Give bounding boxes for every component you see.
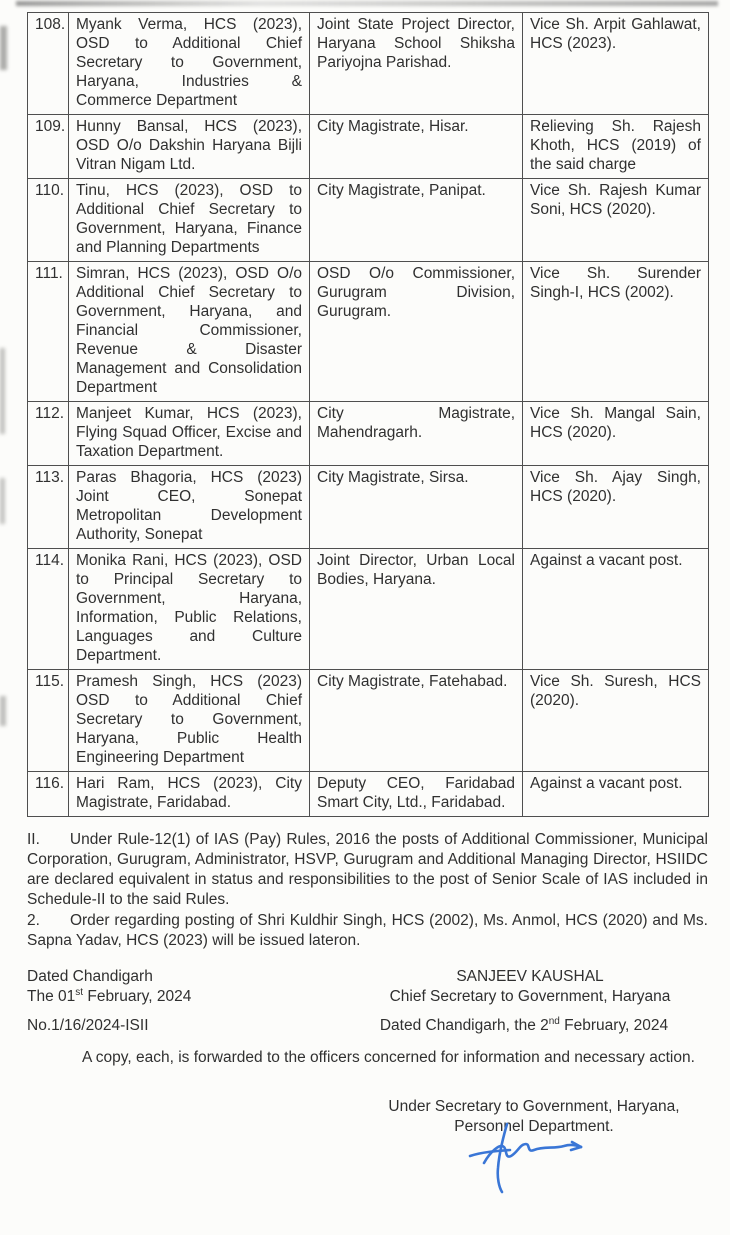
reference-number: No.1/16/2024-ISII xyxy=(27,1017,149,1034)
scan-artifact-top xyxy=(16,1,718,6)
cell-officer: Hari Ram, HCS (2023), City Magistrate, Faridabad. xyxy=(69,772,310,817)
cell-posting: Deputy CEO, Faridabad Smart City, Ltd., Faridabad. xyxy=(310,772,523,817)
cell-posting: Joint Director, Urban Local Bodies, Haryana. xyxy=(310,549,523,670)
cell-posting: City Magistrate, Mahendragarh. xyxy=(310,402,523,466)
endorse-text: February, 2024 xyxy=(559,1017,669,1034)
scan-artifact-edge xyxy=(0,478,5,524)
dateline-left xyxy=(27,967,191,1007)
under-secretary-line2: Personnel Department. xyxy=(454,1118,614,1135)
cell-sno: 112. xyxy=(28,402,69,466)
cell-remarks: Against a vacant post. xyxy=(523,772,709,817)
cell-remarks: Vice Sh. Suresh, HCS (2020). xyxy=(523,670,709,772)
cell-sno: 116. xyxy=(28,772,69,817)
dateline-place: Dated Chandigarh xyxy=(27,968,153,985)
paragraph-label: II. xyxy=(27,831,40,848)
cell-officer: Manjeet Kumar, HCS (2023), Flying Squad Officer, Excise and Taxation Department. xyxy=(69,402,310,466)
cell-posting: OSD O/o Commissioner, Gurugram Division, Gurugram. xyxy=(310,262,523,402)
paragraph-text: Under Rule-12(1) of IAS (Pay) Rules, 2016 the posts of Additional Commissioner, Municipal Corporation, Gurugram, Administrator, HSVP, Gurugram and Additional Managing Director, HSIIDC are declared equivalent in status and responsibilities to the post of Senior Scale of IAS included in Schedule-II to the said Rules. xyxy=(27,831,708,908)
signatory-title: Chief Secretary to Government, Haryana xyxy=(389,988,671,1005)
scan-artifact-edge xyxy=(0,696,6,726)
cell-sno: 115. xyxy=(28,670,69,772)
dateline-row xyxy=(27,967,708,1007)
cell-remarks: Vice Sh. Arpit Gahlawat, HCS (2023). xyxy=(523,13,709,115)
scan-artifact-edge xyxy=(0,26,7,70)
cell-remarks: Vice Sh. Ajay Singh, HCS (2020). xyxy=(523,466,709,549)
cell-sno: 109. xyxy=(28,115,69,179)
paragraph-label: 2. xyxy=(27,912,40,929)
cell-officer: Hunny Bansal, HCS (2023), OSD O/o Dakshin Haryana Bijli Vitran Nigam Ltd. xyxy=(69,115,310,179)
paragraph-text: Order regarding posting of Shri Kuldhir Singh, HCS (2002), Ms. Anmol, HCS (2020) and Ms. Sapna Yadav, HCS (2023) will be issued lateron. xyxy=(27,912,708,949)
scan-artifact-edge xyxy=(0,348,5,434)
forwarding-paragraph: A copy, each, is forwarded to the officers concerned for information and necessary action. xyxy=(82,1049,695,1066)
cell-remarks: Vice Sh. Mangal Sain, HCS (2020). xyxy=(523,402,709,466)
paragraph-rule-equivalence xyxy=(27,830,708,910)
table-row xyxy=(28,115,709,179)
table-row xyxy=(28,179,709,262)
cell-officer: Tinu, HCS (2023), OSD to Additional Chief Secretary to Government, Haryana, Finance and Planning Departments xyxy=(69,179,310,262)
cell-posting: City Magistrate, Sirsa. xyxy=(310,466,523,549)
cell-officer: Pramesh Singh, HCS (2023) OSD to Additional Chief Secretary to Government, Haryana, Public Health Engineering Department xyxy=(69,670,310,772)
cell-posting: City Magistrate, Hisar. xyxy=(310,115,523,179)
order-table-body xyxy=(28,13,709,817)
cell-officer: Myank Verma, HCS (2023), OSD to Additional Chief Secretary to Government, Haryana, Industries & Commerce Department xyxy=(69,13,310,115)
cell-sno: 111. xyxy=(28,262,69,402)
cell-posting: City Magistrate, Panipat. xyxy=(310,179,523,262)
cell-remarks: Vice Sh. Surender Singh-I, HCS (2002). xyxy=(523,262,709,402)
cell-sno: 108. xyxy=(28,13,69,115)
endorse-ordinal: nd xyxy=(548,1015,560,1027)
cell-officer: Monika Rani, HCS (2023), OSD to Principal Secretary to Government, Haryana, Information, Public Relations, Languages and Culture Department. xyxy=(69,549,310,670)
date-text: February, 2024 xyxy=(83,988,192,1005)
under-secretary-line1: Under Secretary to Government, Haryana, xyxy=(388,1098,680,1115)
table-row xyxy=(28,670,709,772)
table-row xyxy=(28,549,709,670)
cell-officer: Simran, HCS (2023), OSD O/o Additional Chief Secretary to Government, Haryana, and Financial Commissioner, Revenue & Disaster Management and Consolidation Department xyxy=(69,262,310,402)
reference-row xyxy=(27,1016,708,1036)
cell-posting: City Magistrate, Fatehabad. xyxy=(310,670,523,772)
table-row xyxy=(28,772,709,817)
endorsement-date xyxy=(340,1016,708,1036)
date-ordinal: st xyxy=(75,986,84,998)
cell-remarks: Relieving Sh. Rajesh Khoth, HCS (2019) of the said charge xyxy=(523,115,709,179)
cell-sno: 110. xyxy=(28,179,69,262)
table-row xyxy=(28,402,709,466)
posting-order-table xyxy=(27,12,709,817)
document-content xyxy=(27,12,708,1137)
date-text: The 01 xyxy=(27,988,76,1005)
table-row xyxy=(28,262,709,402)
cell-sno: 113. xyxy=(28,466,69,549)
cell-remarks: Against a vacant post. xyxy=(523,549,709,670)
under-secretary-block xyxy=(360,1097,708,1137)
paragraph-pending-orders xyxy=(27,911,708,951)
cell-officer: Paras Bhagoria, HCS (2023) Joint CEO, Sonepat Metropolitan Development Authority, Sonepat xyxy=(69,466,310,549)
dateline-date xyxy=(27,987,191,1007)
signatory-name: SANJEEV KAUSHAL xyxy=(456,968,604,985)
cell-sno: 114. xyxy=(28,549,69,670)
cell-remarks: Vice Sh. Rajesh Kumar Soni, HCS (2020). xyxy=(523,179,709,262)
cell-posting: Joint State Project Director, Haryana School Shiksha Pariyojna Parishad. xyxy=(310,13,523,115)
signatory-block xyxy=(354,967,706,1007)
endorse-text: Dated Chandigarh, the 2 xyxy=(379,1017,549,1034)
table-row xyxy=(28,466,709,549)
table-row xyxy=(28,13,709,115)
